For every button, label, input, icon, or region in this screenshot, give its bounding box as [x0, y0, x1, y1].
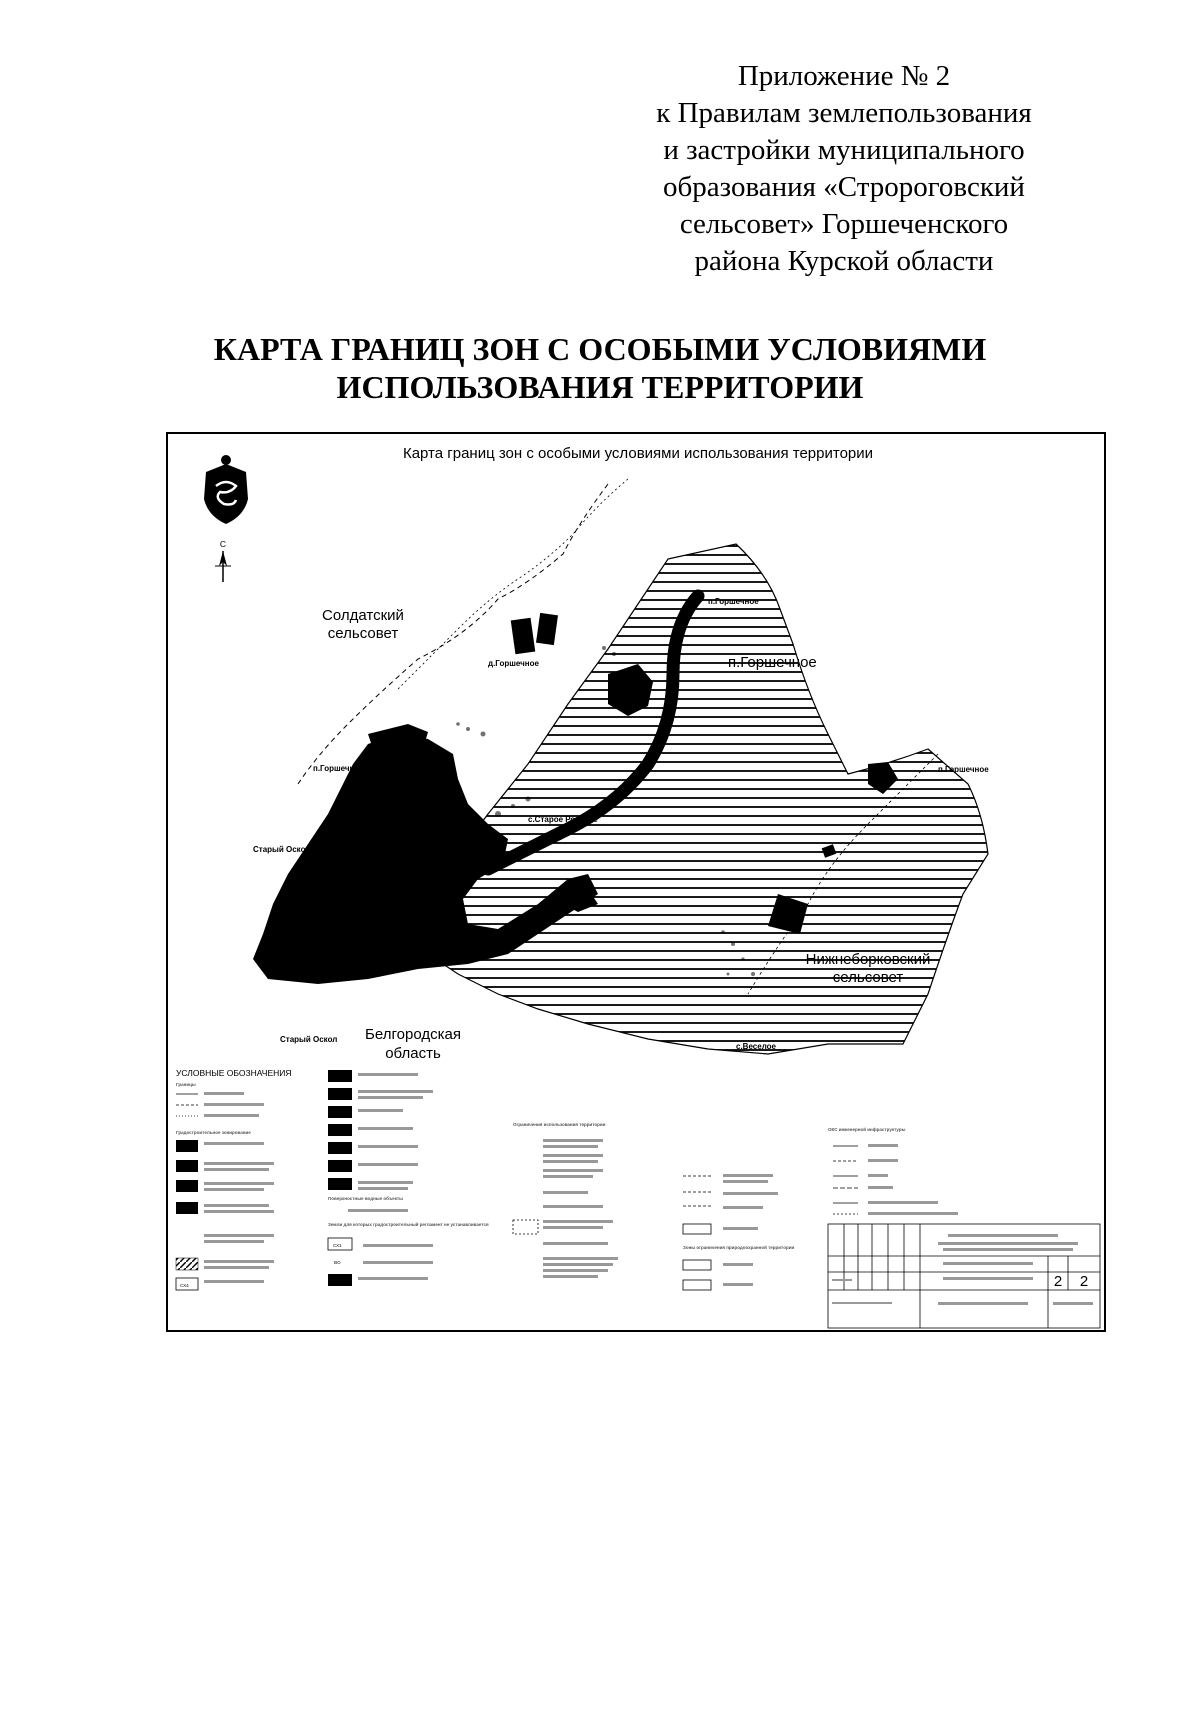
- map-legend: [176, 1068, 1100, 1328]
- place-label: Старый Оскол: [280, 1035, 338, 1044]
- document-title-line2: ИСПОЛЬЗОВАНИЯ ТЕРРИТОРИИ: [336, 369, 864, 405]
- north-arrow-icon: [215, 539, 231, 582]
- place-label: с.Старое Роговое: [528, 815, 598, 824]
- appendix-note: [584, 58, 1104, 280]
- legend-code: СХ4: [180, 1283, 189, 1288]
- appendix-line: сельсовет» Горшеченского: [679, 208, 1009, 240]
- region-label-belgorod: Белгородская: [365, 1026, 461, 1043]
- legend-borders: Границы: [176, 1082, 196, 1087]
- place-label: Старый Оскол: [253, 845, 311, 854]
- legend-code: ВО: [334, 1260, 341, 1265]
- place-label: п.Горшечное: [708, 597, 759, 606]
- legend-heading: УСЛОВНЫЕ ОБОЗНАЧЕНИЯ: [176, 1068, 292, 1078]
- legend-zones-limits: Зоны ограничения природоохранной территории: [683, 1245, 795, 1250]
- appendix-line: образования «Стророговский: [663, 171, 1025, 203]
- region-label-soldatsky: сельсовет: [327, 625, 399, 642]
- legend-code: СХ1: [333, 1243, 342, 1248]
- stamp-sheets: 2: [1079, 1273, 1089, 1290]
- region-label-soldatsky: Солдатский: [322, 607, 404, 624]
- document-title-line1: КАРТА ГРАНИЦ ЗОН С ОСОБЫМИ УСЛОВИЯМИ: [213, 331, 987, 367]
- map-frame: [166, 432, 1106, 1332]
- appendix-line: Приложение № 2: [737, 60, 951, 92]
- legend-restrictions: Ограничения использования территории: [513, 1122, 606, 1127]
- road-line: [398, 479, 628, 689]
- legend-no-regs: Земли для которых градостроительный регламент не устанавливается: [328, 1222, 489, 1227]
- appendix-line: и застройки муниципального: [663, 134, 1025, 166]
- appendix-line: к Правилам землепользования: [656, 97, 1032, 129]
- legend-water: Поверхностные водные объекты: [328, 1196, 403, 1201]
- map-title: Карта границ зон с особыми условиями использования территории: [402, 445, 874, 462]
- map-canvas: [168, 434, 1106, 1332]
- appendix-line: района Курской области: [694, 245, 994, 277]
- coat-of-arms-icon: [204, 455, 248, 524]
- region-label-nizhneborkovsky: сельсовет: [832, 969, 904, 986]
- stamp-sheet: 2: [1053, 1273, 1063, 1290]
- legend-oks: ОКС инженерной инфраструктуры: [828, 1127, 906, 1132]
- place-label: п.Горшечное: [938, 765, 989, 774]
- north-letter: С: [219, 539, 227, 549]
- place-label: п.Горшечное: [313, 764, 364, 773]
- place-label: д.Горшечное: [488, 659, 539, 668]
- legend-zoning: Градостроительное зонирование: [176, 1130, 251, 1135]
- region-label-belgorod: область: [385, 1045, 441, 1062]
- region-label-nizhneborkovsky: Нижнеборковский: [805, 951, 931, 968]
- place-label: с.Веселое: [736, 1042, 777, 1051]
- place-label: п.Горшечное: [728, 654, 817, 671]
